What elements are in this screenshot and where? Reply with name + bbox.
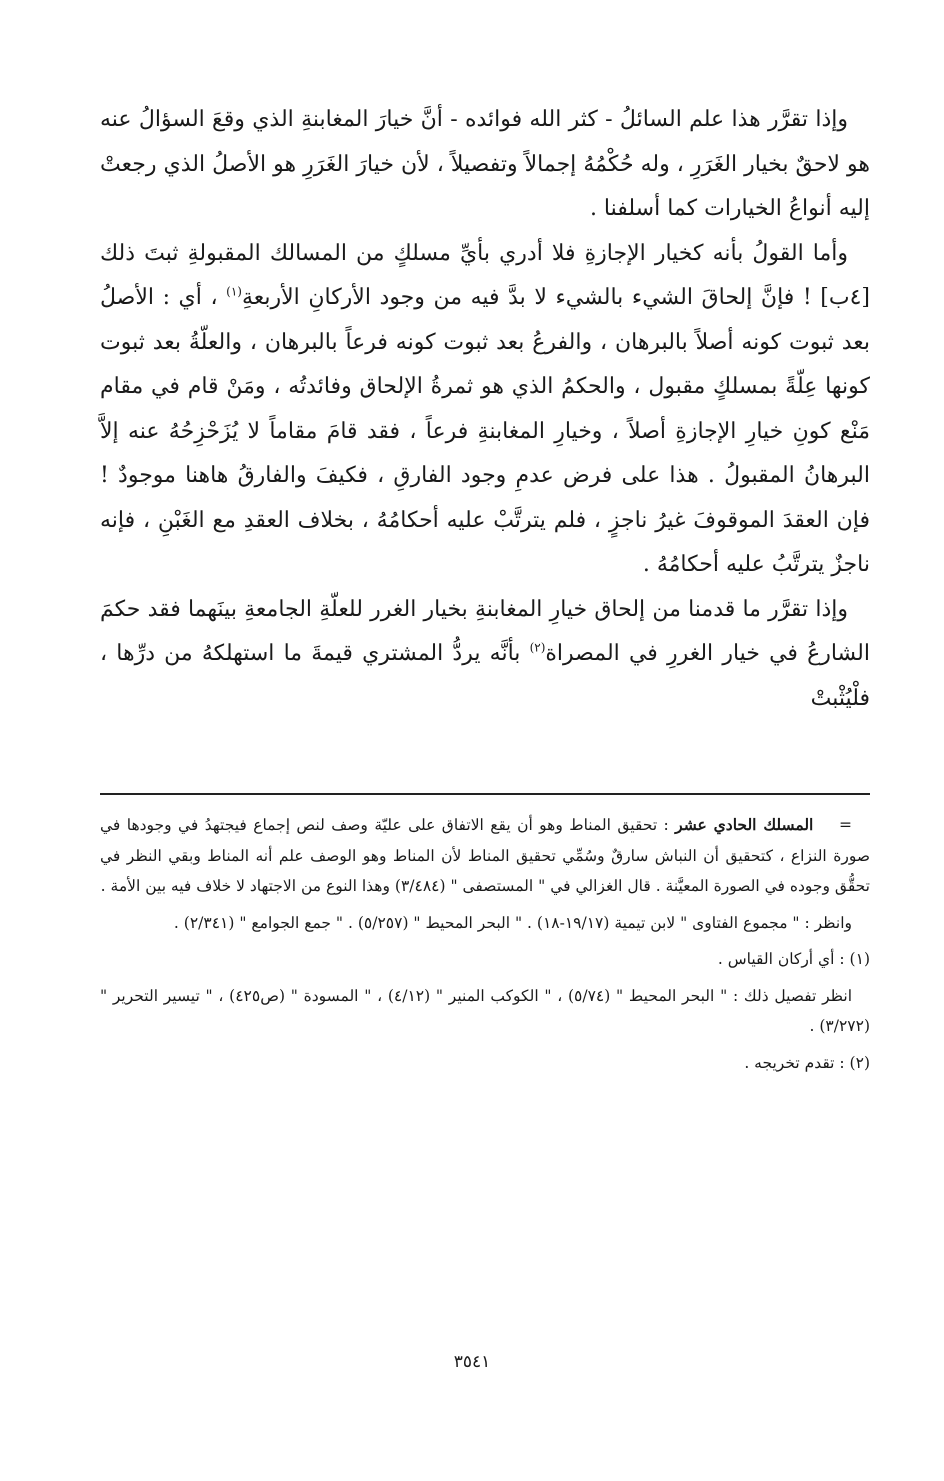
footnotes bbox=[100, 810, 870, 1078]
footnote-continued bbox=[100, 810, 870, 902]
footnote-1-refs: انظر تفصيل ذلك : " البحر المحيط " (٥/٧٤) ، " الكوكب المنير " (٤/١٢) ، " المسودة " (ص٤٢٥) ، " تيسير التحرير " (٣/٢٧٢) . bbox=[100, 986, 870, 1035]
footnote-1: (١) : أي أركان القياس . bbox=[717, 950, 870, 968]
footnote-separator bbox=[100, 793, 870, 795]
page-number: ٣٥٤١ bbox=[453, 1352, 491, 1372]
footnote-2: (٢) : تقدم تخريجه . bbox=[744, 1053, 870, 1072]
paragraph-2-part-a: وأما القولُ بأنه كخيار الإجازةِ فلا أدري بأيِّ مسلكٍ من المسالك المقبولةِ ثبتَ ذلك [٤ب] ! فإنَّ إلحاقَ الشيء بالشيء لا بدَّ فيه من وجود الأركانِ الأربعةِ bbox=[100, 240, 870, 310]
footnote-continued-refs: وانظر : " مجموع الفتاوى " لابن تيمية (١٩/١٧-١٨) . " البحر المحيط " (٥/٢٥٧) . " جمع الجوامع " (٢/٣٤١) . bbox=[173, 913, 852, 932]
paragraph-3-part-b: بأنَّه يردُّ المشتري قيمةَ ما استهلكهُ من درِّها ، فلْيُثْبتْ bbox=[100, 641, 870, 711]
main-text bbox=[100, 98, 870, 721]
paragraph-2-part-b: ، أي : الأصلُ بعد ثبوت كونه أصلاً بالبرهان ، والفرعُ بعد ثبوت كونه فرعاً بالبرهان ، والعلّةُ بعد ثبوت كونها عِلّةً بمسلكٍ مقبول ، والحكمُ الذي هو ثمرةُ الإلحاق وفائدتُه ، ومَنْ قام في مقام مَنْع كونِ خيارِ الإجازةِ أصلاً ، وخيارِ المغابنةِ فرعاً ، فقد قامَ مقاماً لا يُزَحْزِحُهُ عنه إلاَّ البرهانُ المقبولُ . هذا على فرض عدمِ وجود الفارقِ ، فكيفَ والفارقُ هاهنا موجودٌ ! فإن العقدَ الموقوفَ غيرُ ناجزٍ ، فلم يترتَّبْ عليه أحكامُهُ ، بخلاف العقدِ مع الغَبْنِ ، فإنه ناجزٌ يترتَّبُ عليه أحكامُهُ . bbox=[100, 285, 870, 577]
footnote-heading: المسلك الحادي عشر bbox=[675, 815, 814, 834]
paragraph-3-part-a: وإذا تقرَّر ما قدمنا من إلحاق خيارِ المغابنةِ بخيار الغرر للعلّةِ الجامعةِ بينَهما فقد حكمَ الشارعُ في خيار الغررِ في المصراة bbox=[100, 596, 870, 666]
footnote-ref-2[interactable]: (٢) bbox=[529, 640, 546, 655]
paragraph-3 bbox=[100, 588, 870, 722]
continuation-mark: = bbox=[839, 816, 852, 834]
paragraph-1: وإذا تقرَّر هذا علم السائلُ - كثر الله فوائده - أنَّ خيارَ المغابنةِ الذي وقعَ السؤالُ عنه هو لاحقٌ بخيار الغَرَرِ ، وله حُكْمُهُ إجمالاً وتفصيلاً ، لأن خيارَ الغَرَرِ هو الأصلُ الذي رجعتْ إليه أنواعُ الخيارات كما أسلفنا . bbox=[100, 107, 870, 221]
footnote-ref-1[interactable]: (١) bbox=[226, 284, 242, 299]
paragraph-2 bbox=[100, 232, 870, 588]
footnote-continued-text: : تحقيق المناط وهو أن يقع الاتفاق على عليّة وصف لنص إجماع فيجتهدُ في وجودها في صورة النزاع ، كتحقيق أن النباش سارقٌ وسُمِّي تحقيق المناط لأن المناط وهو الوصف علم أنه المناط وبقي النظر في تحقُّق وجوده في الصورة المعيَّنة . قال الغزالي في " المستصفى " (٣/٤٨٤) وهذا النوع من الاجتهاد لا خلاف فيه بين الأمة . bbox=[100, 816, 870, 895]
